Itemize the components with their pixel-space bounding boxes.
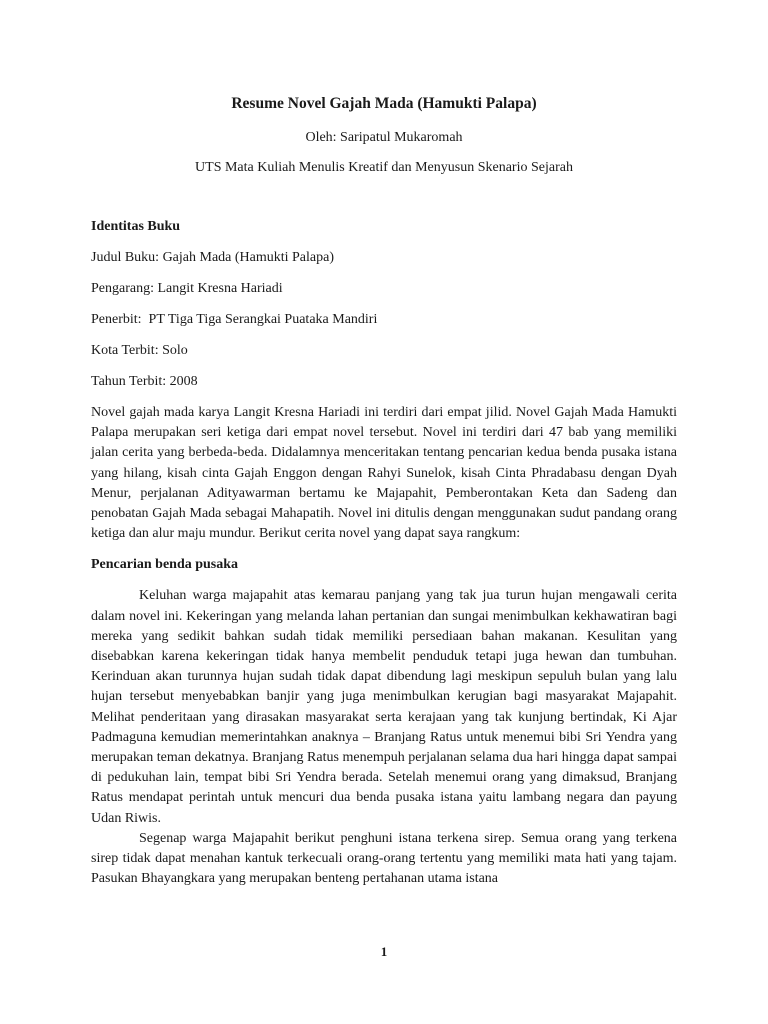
identity-item-author: Pengarang: Langit Kresna Hariadi <box>91 281 283 296</box>
identity-item-year: Tahun Terbit: 2008 <box>91 374 198 389</box>
identity-item-publisher: Penerbit: PT Tiga Tiga Serangkai Puataka Mandiri <box>91 312 378 327</box>
story-paragraph-1: Keluhan warga majapahit atas kemarau panjang yang tak jua turun hujan mengawali cerita dalam novel ini. Kekeringan yang melanda lahan pertanian dan sungai menimbulkan kekhawatiran bagi mereka yang sedikit bahkan sudah tidak memiliki persediaan bahan makanan. Kesulitan yang disebabkan karena kekeringan tidak hanya membelit penduduk tetapi juga hewan dan tumbuhan. Kerinduan akan turunnya hujan sudah tidak dapat dibendung lagi meskipun sepuluh bulan yang lalu hujan tersebut menyebabkan banjir yang juga menimbulkan kerugian bagi masyarakat Majapahit. Melihat penderitaan yang dirasakan masyarakat serta kerajaan yang tak kunjung bertindak, Ki Ajar Padmaguna kemudian memerintahkan anaknya – Branjang Ratus untuk menemui bibi Sri Yendra yang merupakan teman dekatnya. Branjang Ratus menempuh perjalanan selama dua hari hingga dapat sampai di pedukuhan lain, tempat bibi Sri Yendra berada. Setelah menemui orang yang dimaksud, Branjang Ratus mendapat perintah untuk mencuri dua benda pusaka istana yaitu lambang negara dan payung Udan Riwis. <box>91 588 677 826</box>
section-heading: Pencarian benda pusaka <box>91 557 239 573</box>
identity-list <box>91 248 677 392</box>
identity-item-city: Kota Terbit: Solo <box>91 343 188 358</box>
story-paragraph-2: Segenap warga Majapahit berikut penghuni istana terkena sirep. Semua orang yang terkena sirep tidak dapat menahan kantuk terkecuali orang-orang tertentu yang memiliki mata hati yang tajam. Pasukan Bhayangkara yang merupakan benteng pertahanan utama istana <box>91 830 677 887</box>
identity-item-title: Judul Buku: Gajah Mada (Hamukti Palapa) <box>91 250 335 265</box>
course-line: UTS Mata Kuliah Menulis Kreatif dan Menyusun Skenario Sejarah <box>195 160 573 175</box>
page-number: 1 <box>380 944 388 959</box>
identity-heading: Identitas Buku <box>91 219 181 234</box>
author-line: Oleh: Saripatul Mukaromah <box>305 130 463 145</box>
intro-paragraph: Novel gajah mada karya Langit Kresna Hariadi ini terdiri dari empat jilid. Novel Gajah Mada Hamukti Palapa merupakan seri ketiga dari empat novel tersebut. Novel ini terdiri dari 47 bab yang memiliki jalan cerita yang berbeda-beda. Didalamnya menceritakan tentang pencarian kedua benda pusaka istana yang hilang, kisah cinta Gajah Enggon dengan Rahyi Sunelok, kisah Cinta Phradabasu dengan Dyah Menur, perjalanan Adityawarman bertamu ke Majapahit, Pemberontakan Keta dan Sadeng dan penobatan Gajah Mada sebagai Mahapatih. Novel ini ditulis dengan menggunakan sudut pandang orang ketiga dan alur maju mundur. Berikut cerita novel yang dapat saya rangkum: <box>91 405 677 542</box>
document-title: Resume Novel Gajah Mada (Hamukti Palapa) <box>231 95 537 112</box>
